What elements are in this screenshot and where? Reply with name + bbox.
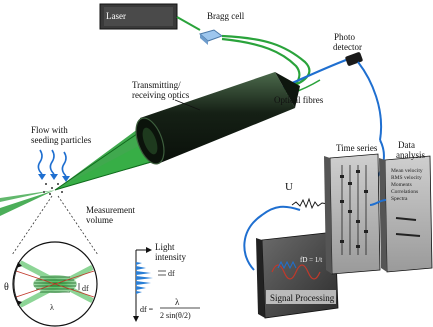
bragg-cell-label: Bragg cell bbox=[207, 11, 245, 21]
formula-denominator: 2 sin(θ/2) bbox=[160, 311, 191, 320]
flow-label-1: Flow with bbox=[31, 125, 68, 135]
signal-processing-panel bbox=[244, 207, 338, 318]
signal-processing-label: Signal Processing bbox=[270, 293, 335, 303]
voltage-symbol: U bbox=[285, 181, 293, 193]
seeding-flow bbox=[31, 125, 92, 195]
optics-label-2: receiving optics bbox=[132, 90, 190, 100]
data-analysis-item: Mean velocity bbox=[391, 168, 423, 174]
measurement-volume-closeup bbox=[13, 242, 97, 326]
data-analysis-label-1: Data bbox=[398, 140, 415, 150]
light-intensity-label-1: Light bbox=[155, 242, 175, 252]
measurement-volume-label-2: volume bbox=[86, 215, 113, 225]
data-analysis-item: RMS velocity bbox=[391, 175, 422, 181]
optical-fibres-label: Optical fibres bbox=[274, 95, 324, 105]
formula-lhs: df = bbox=[140, 305, 154, 314]
fringe-spacing-label-left: df bbox=[82, 284, 89, 293]
data-analysis-item: Correlations bbox=[391, 189, 419, 195]
fringe-spacing-label-right: df bbox=[168, 269, 175, 278]
flow-label-2: seeding particles bbox=[31, 135, 92, 145]
transmitting-receiving-probe bbox=[131, 72, 300, 168]
measurement-volume-label-1: Measurement bbox=[86, 205, 135, 215]
time-series-panel bbox=[324, 143, 380, 274]
photo-detector-label-1: Photo bbox=[334, 32, 356, 42]
light-intensity-label-2: intensity bbox=[155, 252, 186, 262]
laser-unit bbox=[100, 4, 177, 29]
optics-label-1: Transmitting/ bbox=[132, 80, 181, 90]
time-series-label: Time series bbox=[336, 143, 378, 153]
laser-label: Laser bbox=[106, 11, 126, 21]
data-analysis-item: Spectra bbox=[391, 196, 408, 202]
theta-label: θ bbox=[4, 282, 9, 293]
doppler-frequency-label: fD = 1/t bbox=[300, 256, 323, 264]
photo-detector-label-2: detector bbox=[333, 42, 362, 52]
fringe-spacing-formula bbox=[140, 297, 200, 320]
wavelength-label: λ bbox=[50, 303, 54, 312]
formula-numerator: λ bbox=[175, 297, 180, 307]
laser-beam bbox=[177, 17, 200, 30]
photo-detector bbox=[333, 32, 381, 140]
data-analysis-label-2: analysis bbox=[396, 150, 425, 160]
data-analysis-item: Moments bbox=[391, 182, 412, 188]
